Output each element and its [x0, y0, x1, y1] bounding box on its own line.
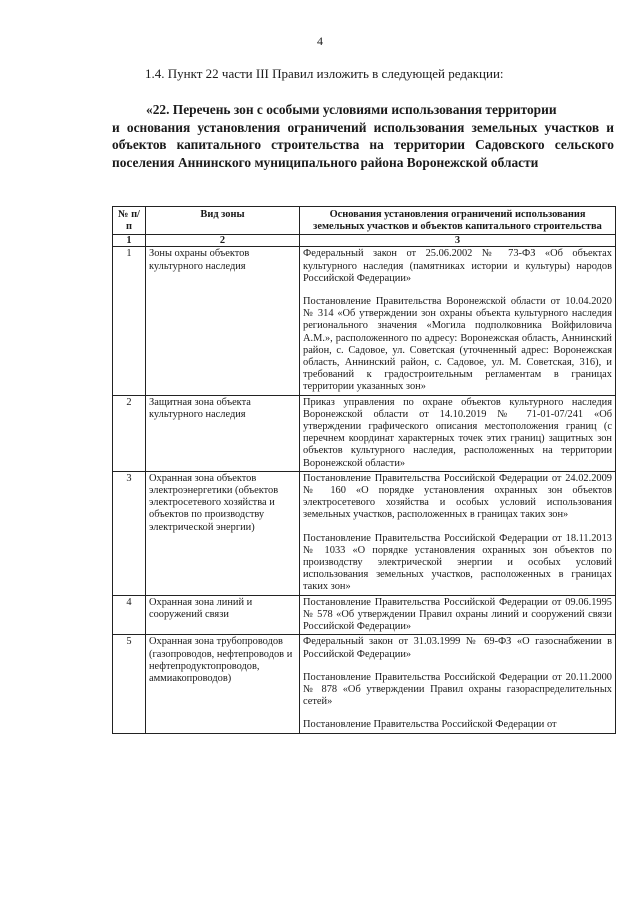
column-numbers-row	[113, 235, 616, 247]
section-heading-rest: и основания установления ограничений использования земельных участков и объектов капитального строительства на территории Садовского сельского поселения Аннинского муниципального района Воронежской области	[112, 119, 614, 170]
header-number: № п/п	[113, 207, 146, 235]
amendment-intro: 1.4. Пункт 22 части III Правил изложить в следующей редакции:	[145, 66, 504, 81]
page-number: 4	[317, 34, 323, 48]
zone-type: Охранная зона трубопроводов (газопроводов, нефтепроводов и нефтепродуктопроводов, аммиакопроводов)	[146, 635, 300, 733]
basis-paragraph: Постановление Правительства Российской Федерации от 24.02.2009 № 160 «О порядке установления охранных зон объектов электросетевого хозяйства и особых условий использования земельных участков, расположенных в границах таких зон»	[303, 472, 612, 521]
zone-basis	[300, 595, 616, 635]
zone-basis	[300, 247, 616, 395]
row-number: 5	[113, 635, 146, 733]
zone-type: Зоны охраны объектов культурного наследия	[146, 247, 300, 395]
zone-type: Охранная зона объектов электроэнергетики (объектов электросетевого хозяйства и объектов по производству электрической энергии)	[146, 471, 300, 595]
row-number: 2	[113, 395, 146, 471]
zone-basis	[300, 635, 616, 733]
header-basis: Основания установления ограничений использования земельных участков и объектов капитального строительства	[300, 207, 616, 235]
column-number: 1	[113, 235, 146, 247]
table-row	[113, 595, 616, 635]
section-heading	[112, 101, 614, 171]
section-heading-line1: «22. Перечень зон с особыми условиями использования территории	[146, 102, 557, 117]
basis-paragraph: Федеральный закон от 25.06.2002 № 73-ФЗ «Об объектах культурного наследия (памятниках истории и культуры) народов Российской Федерации»	[303, 248, 612, 284]
row-number: 1	[113, 247, 146, 395]
zone-basis	[300, 471, 616, 595]
row-number: 4	[113, 595, 146, 635]
zone-type: Охранная зона линий и сооружений связи	[146, 595, 300, 635]
basis-paragraph: Постановление Правительства Воронежской области от 10.04.2020 № 314 «Об утверждении зон охраны объекта культурного наследия регионального значения «Могила подполковника Войфиловича А.М.», расположенного по адресу: Воронежская область, Аннинский район, с. Садовое, ул. Советская (уточненный адрес: Воронежская область, Аннинский район, с. Садовое, ул. М. Советская, 316), и требований к градостроительным регламентам в границах территории указанных зон»	[303, 296, 612, 393]
basis-paragraph: Постановление Правительства Российской Федерации от 09.06.1995 № 578 «Об утверждении Правил охраны линий и сооружений связи Российской Федерации»	[303, 596, 612, 633]
basis-paragraph: Постановление Правительства Российской Федерации от 20.11.2000 № 878 «Об утверждении Правил охраны газораспределительных сетей»	[303, 671, 612, 708]
header-zone-type: Вид зоны	[146, 207, 300, 235]
basis-paragraph: Приказ управления по охране объектов культурного наследия Воронежской области от 14.10.2019 № 71-01-07/241 «Об утверждении графического описания местоположения границ (с перечнем координат характерных точек этих границ) защитных зон объектов культурного наследия, расположенных на территории Воронежской области»	[303, 396, 612, 469]
basis-paragraph: Постановление Правительства Российской Федерации от	[303, 719, 557, 731]
table-header-row	[113, 207, 616, 235]
zone-basis	[300, 395, 616, 471]
table-row	[113, 395, 616, 471]
basis-paragraph: Постановление Правительства Российской Федерации от 18.11.2013 № 1033 «О порядке установления охранных зон объектов по производству электрической энергии и особых условий использования земельных участков, расположенных в границах таких зон»	[303, 532, 612, 593]
table-row	[113, 471, 616, 595]
table-row	[113, 247, 616, 395]
zones-table	[112, 206, 616, 734]
basis-paragraph: Федеральный закон от 31.03.1999 № 69-ФЗ «О газоснабжении в Российской Федерации»	[303, 636, 612, 660]
zone-type: Защитная зона объекта культурного наследия	[146, 395, 300, 471]
column-number: 2	[146, 235, 300, 247]
column-number: 3	[300, 235, 616, 247]
table-row	[113, 635, 616, 733]
row-number: 3	[113, 471, 146, 595]
